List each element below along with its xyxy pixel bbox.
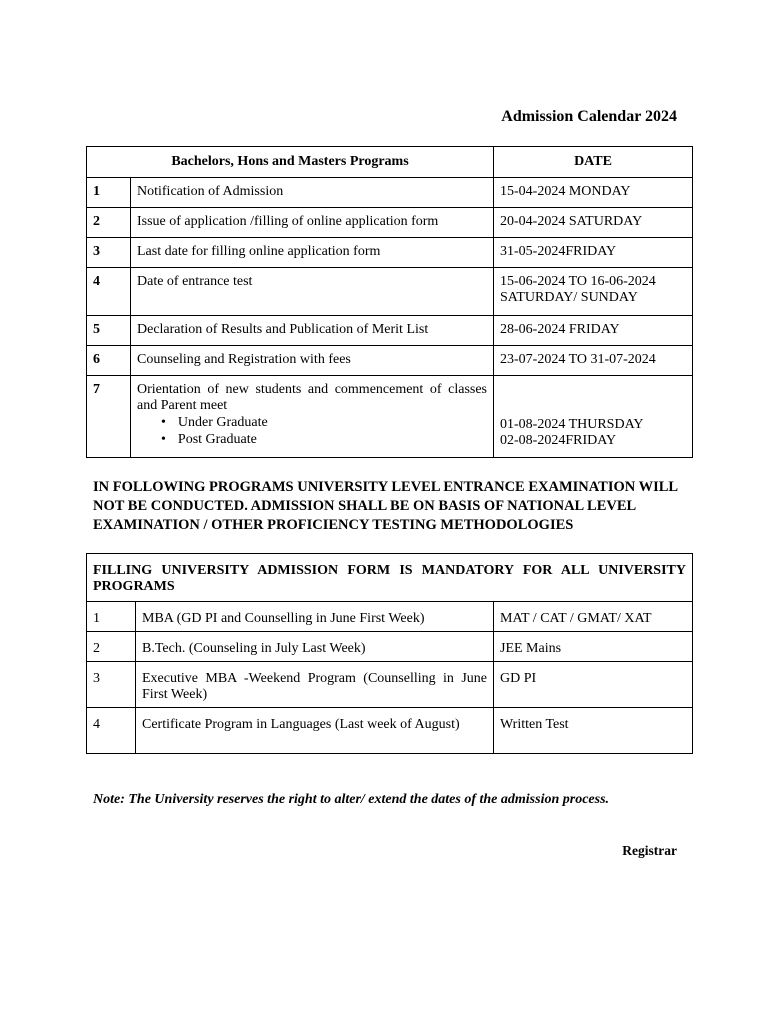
row-number: 5 bbox=[87, 316, 131, 346]
table-row bbox=[87, 208, 693, 238]
row-activity: Date of entrance test bbox=[131, 268, 494, 316]
row-activity: Issue of application /filling of online application form bbox=[131, 208, 494, 238]
table-row bbox=[87, 238, 693, 268]
table-row bbox=[87, 268, 693, 316]
table-row bbox=[87, 376, 693, 458]
date-line: 02-08-2024FRIDAY bbox=[500, 433, 617, 448]
table-row bbox=[87, 708, 693, 754]
table-row bbox=[87, 346, 693, 376]
header-programs: Bachelors, Hons and Masters Programs bbox=[87, 147, 494, 178]
row-number: 2 bbox=[87, 632, 136, 662]
header-date: DATE bbox=[494, 147, 693, 178]
row-activity: Notification of Admission bbox=[131, 178, 494, 208]
row-number: 6 bbox=[87, 346, 131, 376]
table-header: FILLING UNIVERSITY ADMISSION FORM IS MANDATORY FOR ALL UNIVERSITY PROGRAMS bbox=[87, 554, 693, 602]
row-date bbox=[494, 268, 693, 316]
row-number: 1 bbox=[87, 178, 131, 208]
row-activity: Last date for filling online application form bbox=[131, 238, 494, 268]
table-header-row bbox=[87, 147, 693, 178]
row-program: Certificate Program in Languages (Last week of August) bbox=[136, 708, 494, 754]
row-date: 20-04-2024 SATURDAY bbox=[494, 208, 693, 238]
table-row bbox=[87, 316, 693, 346]
row-activity: Counseling and Registration with fees bbox=[131, 346, 494, 376]
admission-calendar-table bbox=[86, 146, 693, 458]
row-exam: MAT / CAT / GMAT/ XAT bbox=[494, 602, 693, 632]
page-title: Admission Calendar 2024 bbox=[501, 108, 677, 125]
bullet-item: • Under Graduate bbox=[161, 414, 487, 431]
row-program: B.Tech. (Counseling in July Last Week) bbox=[136, 632, 494, 662]
bullet-item: • Post Graduate bbox=[161, 431, 487, 448]
table-row bbox=[87, 632, 693, 662]
row-activity: Declaration of Results and Publication of Merit List bbox=[131, 316, 494, 346]
row-number: 4 bbox=[87, 268, 131, 316]
bullet-list bbox=[137, 414, 487, 448]
row-date bbox=[494, 376, 693, 458]
row-date: 15-04-2024 MONDAY bbox=[494, 178, 693, 208]
row-number: 7 bbox=[87, 376, 131, 458]
notice-text: IN FOLLOWING PROGRAMS UNIVERSITY LEVEL ENTRANCE EXAMINATION WILL NOT BE CONDUCTED. ADMISSION SHALL BE ON BASIS OF NATIONAL LEVEL EXAMINATION / OTHER PROFICIENCY TESTING METHODOLOGIES bbox=[93, 479, 678, 533]
row-number: 3 bbox=[87, 238, 131, 268]
activity-text: Orientation of new students and commencement of classes and Parent meet bbox=[137, 382, 487, 413]
row-activity bbox=[131, 376, 494, 458]
university-programs-table bbox=[86, 553, 693, 754]
date-line: SATURDAY/ SUNDAY bbox=[500, 290, 638, 305]
table-row bbox=[87, 662, 693, 708]
row-date: 23-07-2024 TO 31-07-2024 bbox=[494, 346, 693, 376]
table-row bbox=[87, 602, 693, 632]
row-exam: Written Test bbox=[494, 708, 693, 754]
table-header-row bbox=[87, 554, 693, 602]
row-number: 4 bbox=[87, 708, 136, 754]
row-program: Executive MBA -Weekend Program (Counselling in June First Week) bbox=[136, 662, 494, 708]
date-line: 15-06-2024 TO 16-06-2024 bbox=[500, 274, 656, 289]
note-text: Note: The University reserves the right to alter/ extend the dates of the admission process. bbox=[93, 792, 610, 807]
row-number: 2 bbox=[87, 208, 131, 238]
row-exam: JEE Mains bbox=[494, 632, 693, 662]
table-row bbox=[87, 178, 693, 208]
row-program: MBA (GD PI and Counselling in June First Week) bbox=[136, 602, 494, 632]
row-number: 1 bbox=[87, 602, 136, 632]
row-exam: GD PI bbox=[494, 662, 693, 708]
date-line: 01-08-2024 THURSDAY bbox=[500, 417, 644, 432]
row-number: 3 bbox=[87, 662, 136, 708]
row-date: 28-06-2024 FRIDAY bbox=[494, 316, 693, 346]
row-date: 31-05-2024FRIDAY bbox=[494, 238, 693, 268]
signature: Registrar bbox=[622, 843, 677, 858]
